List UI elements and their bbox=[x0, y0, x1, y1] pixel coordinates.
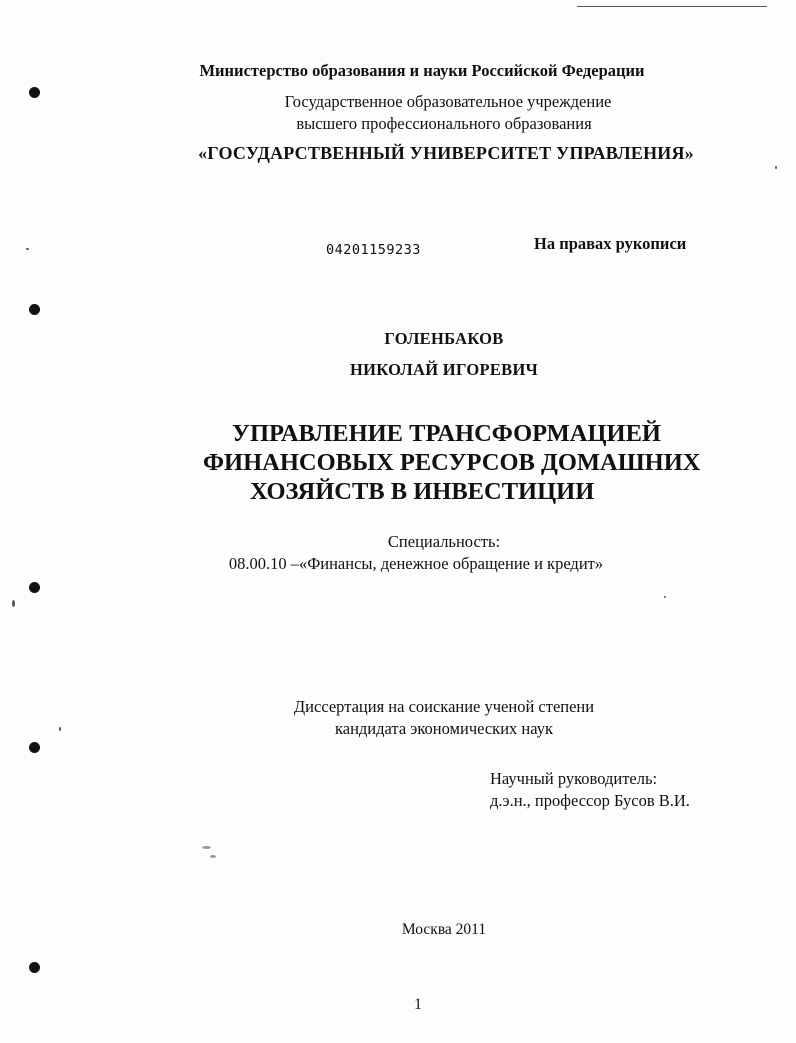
ministry-heading: Министерство образования и науки Российской Федерации bbox=[199, 61, 645, 80]
specialty-label: Специальность: bbox=[387, 532, 501, 551]
advisor-label: Научный руководитель: bbox=[490, 769, 658, 788]
university-name: «ГОСУДАРСТВЕННЫЙ УНИВЕРСИТЕТ УПРАВЛЕНИЯ» bbox=[198, 143, 694, 163]
punch-hole-5 bbox=[29, 962, 40, 973]
punch-hole-4 bbox=[29, 742, 40, 753]
scan-speck bbox=[12, 600, 15, 607]
institution-line-1: Государственное образовательное учреждение bbox=[284, 92, 612, 111]
author-given-names: НИКОЛАЙ ИГОРЕВИЧ bbox=[350, 360, 538, 379]
punch-hole-2 bbox=[29, 304, 40, 315]
scan-speck bbox=[210, 855, 216, 858]
title-line-3: ХОЗЯЙСТВ В ИНВЕСТИЦИИ bbox=[250, 478, 595, 505]
institution-line-2: высшего профессионального образования bbox=[296, 114, 592, 133]
dissertation-degree-line-2: кандидата экономических наук bbox=[334, 719, 553, 738]
rights-note: На правах рукописи bbox=[534, 234, 687, 253]
specialty-value: 08.00.10 –«Финансы, денежное обращение и кредит» bbox=[228, 554, 604, 573]
author-surname: ГОЛЕНБАКОВ bbox=[384, 329, 504, 348]
scan-edge-line bbox=[577, 6, 767, 7]
scan-speck bbox=[775, 166, 777, 169]
dissertation-degree-line-1: Диссертация на соискание ученой степени bbox=[293, 697, 595, 716]
title-line-2: ФИНАНСОВЫХ РЕСУРСОВ ДОМАШНИХ bbox=[203, 449, 701, 476]
punch-hole-3 bbox=[29, 582, 40, 593]
punch-hole-1 bbox=[29, 87, 40, 98]
advisor-name: д.э.н., профессор Бусов В.И. bbox=[490, 791, 690, 810]
catalog-code: 04201159233 bbox=[326, 242, 421, 258]
scan-speck bbox=[202, 846, 211, 849]
city-year: Москва 2011 bbox=[401, 921, 487, 938]
scan-speck bbox=[664, 596, 666, 598]
page-number: 1 bbox=[414, 996, 422, 1013]
scan-speck bbox=[26, 248, 29, 250]
title-line-1: УПРАВЛЕНИЕ ТРАНСФОРМАЦИЕЙ bbox=[232, 420, 661, 447]
